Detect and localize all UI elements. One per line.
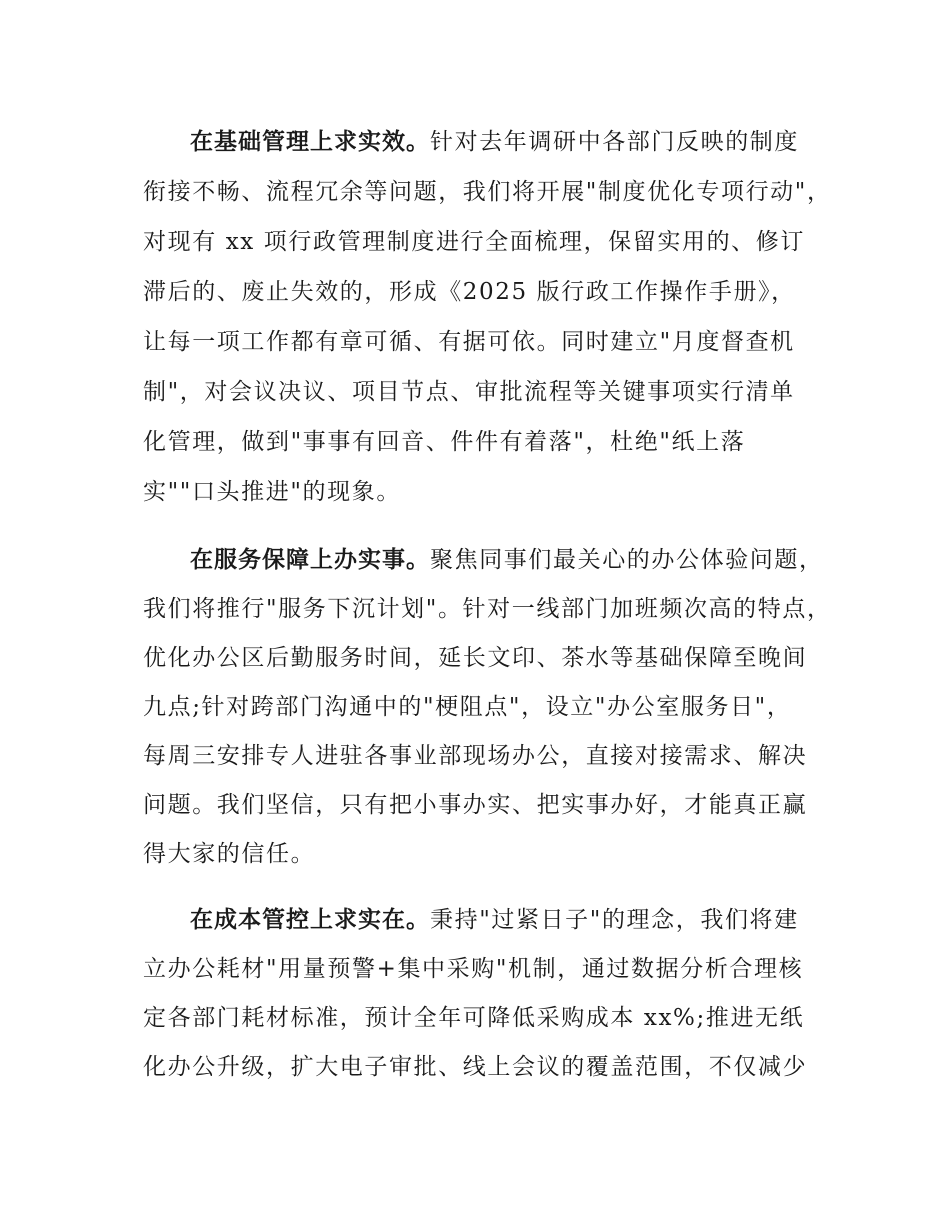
paragraph-lead: 在服务保障上办实事。: [190, 547, 430, 573]
paragraph-line: [190, 905, 799, 935]
paragraph-line: 优化办公区后勤服务时间，延长文印、茶水等基础保障至晚间: [143, 645, 808, 671]
paragraph-line: 对现有 xx 项行政管理制度进行全面梳理，保留实用的、修订: [143, 229, 805, 255]
paragraph-line: [190, 545, 824, 575]
paragraph-line: 我们将推行"服务下沉计划"。针对一线部门加班频次高的特点，: [143, 596, 832, 622]
paragraph-line: 化办公升级，扩大电子审批、线上会议的覆盖范围，不仅减少: [143, 1054, 808, 1080]
paragraph-line: 实""口头推进"的现象。: [143, 479, 401, 505]
paragraph-line: 每周三安排专人进驻各事业部现场办公，直接对接需求、解决: [143, 743, 808, 769]
paragraph-text: 聚焦同事们最关心的办公体验问题，: [430, 547, 824, 573]
paragraph-line: 滞后的、废止失效的，形成《2025 版行政工作操作手册》，: [143, 279, 796, 305]
paragraph-lead: 在基础管理上求实效。: [190, 129, 430, 155]
paragraph-line: 立办公耗材"用量预警+集中采购"机制，通过数据分析合理核: [143, 956, 804, 982]
paragraph-line: [190, 127, 799, 157]
paragraph-line: 得大家的信任。: [143, 841, 316, 867]
paragraph-line: 化管理，做到"事事有回音、件件有着落"，杜绝"纸上落: [143, 429, 746, 455]
paragraph-line: 定各部门耗材标准，预计全年可降低采购成本 xx%;推进无纸: [143, 1005, 805, 1031]
paragraph-lead: 在成本管控上求实在。: [190, 907, 430, 933]
paragraph-line: 九点;针对跨部门沟通中的"梗阻点"，设立"办公室服务日"，: [143, 694, 792, 720]
paragraph-text: 秉持"过紧日子"的理念，我们将建: [430, 907, 799, 933]
paragraph-line: 让每一项工作都有章可循、有据可依。同时建立"月度督查机: [143, 329, 795, 355]
paragraph-line: 制"，对会议决议、项目节点、审批流程等关键事项实行清单: [143, 379, 795, 405]
paragraph-line: 衔接不畅、流程冗余等问题，我们将开展"制度优化专项行动"，: [143, 179, 832, 205]
paragraph-text: 针对去年调研中各部门反映的制度: [430, 129, 799, 155]
paragraph-line: 问题。我们坚信，只有把小事办实、把实事办好，才能真正赢: [143, 792, 808, 818]
